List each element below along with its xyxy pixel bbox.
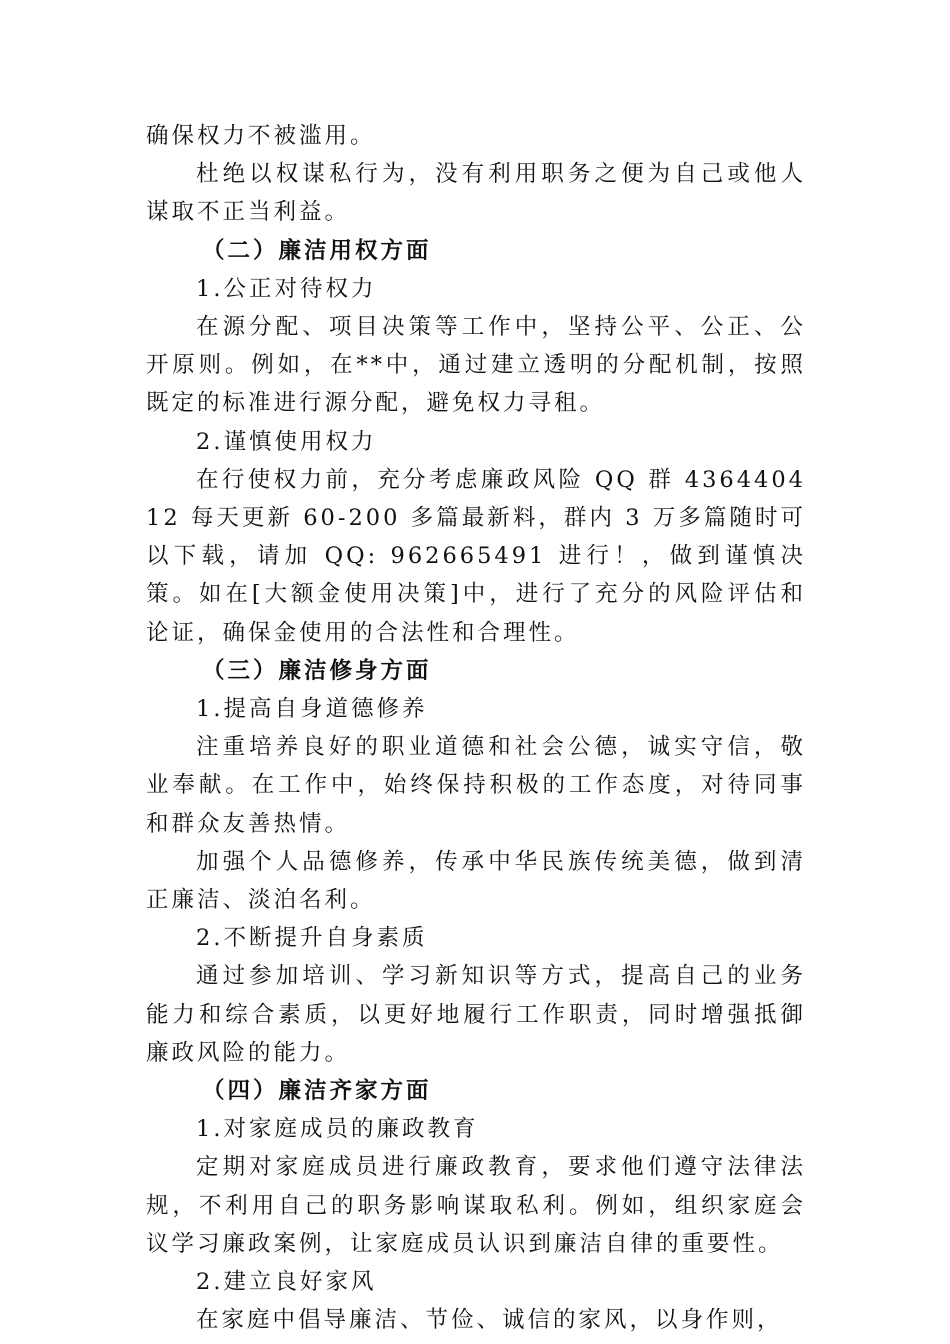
paragraph: 注重培养良好的职业道德和社会公德，诚实守信，敬业奉献。在工作中，始终保持积极的工作态度，对待同事和群众友善热情。 — [146, 734, 806, 837]
section-heading: （四）廉洁齐家方面 — [202, 1078, 432, 1105]
paragraph: 通过参加培训、学习新知识等方式，提高自己的业务能力和综合素质，以更好地履行工作职责，同时增强抵御廉政风险的能力。 — [146, 963, 806, 1066]
paragraph: 在家庭中倡导廉洁、节俭、诚信的家风，以身作则， — [196, 1307, 783, 1334]
section-heading: （三）廉洁修身方面 — [202, 657, 432, 684]
paragraph: 加强个人品德修养，传承中华民族传统美德，做到清正廉洁、淡泊名利。 — [146, 848, 806, 914]
paragraph: 确保权力不被滥用。 — [146, 123, 376, 149]
section-heading: （二）廉洁用权方面 — [202, 237, 432, 264]
subsection-heading: 2.谨慎使用权力 — [196, 428, 377, 455]
subsection-heading: 1.提高自身道德修养 — [196, 696, 428, 723]
subsection-heading: 2.不断提升自身素质 — [196, 925, 428, 952]
paragraph: 杜绝以权谋私行为，没有利用职务之便为自己或他人谋取不正当利益。 — [146, 161, 806, 226]
document-body — [146, 117, 806, 1340]
paragraph: 定期对家庭成员进行廉政教育，要求他们遵守法律法规，不利用自己的职务影响谋取私利。例如，组织家庭会议学习廉政案例，让家庭成员认识到廉洁自律的重要性。 — [146, 1154, 806, 1257]
subsection-heading: 2.建立良好家风 — [196, 1269, 377, 1296]
subsection-heading: 1.公正对待权力 — [196, 275, 377, 302]
paragraph: 在源分配、项目决策等工作中，坚持公平、公正、公开原则。例如，在**中，通过建立透明的分配机制，按照既定的标准进行源分配，避免权力寻租。 — [146, 314, 806, 417]
subsection-heading: 1.对家庭成员的廉政教育 — [196, 1116, 479, 1143]
paragraph: 在行使权力前，充分考虑廉政风险 QQ 群 436440412 每天更新 60-200 多篇最新料，群内 3 万多篇随时可以下载，请加 QQ: 962665491 进行！，做到谨慎决策。如在[大额金使用决策]中，进行了充分的风险评估和论证，确保金使用的合法性和合理性。 — [146, 466, 806, 646]
